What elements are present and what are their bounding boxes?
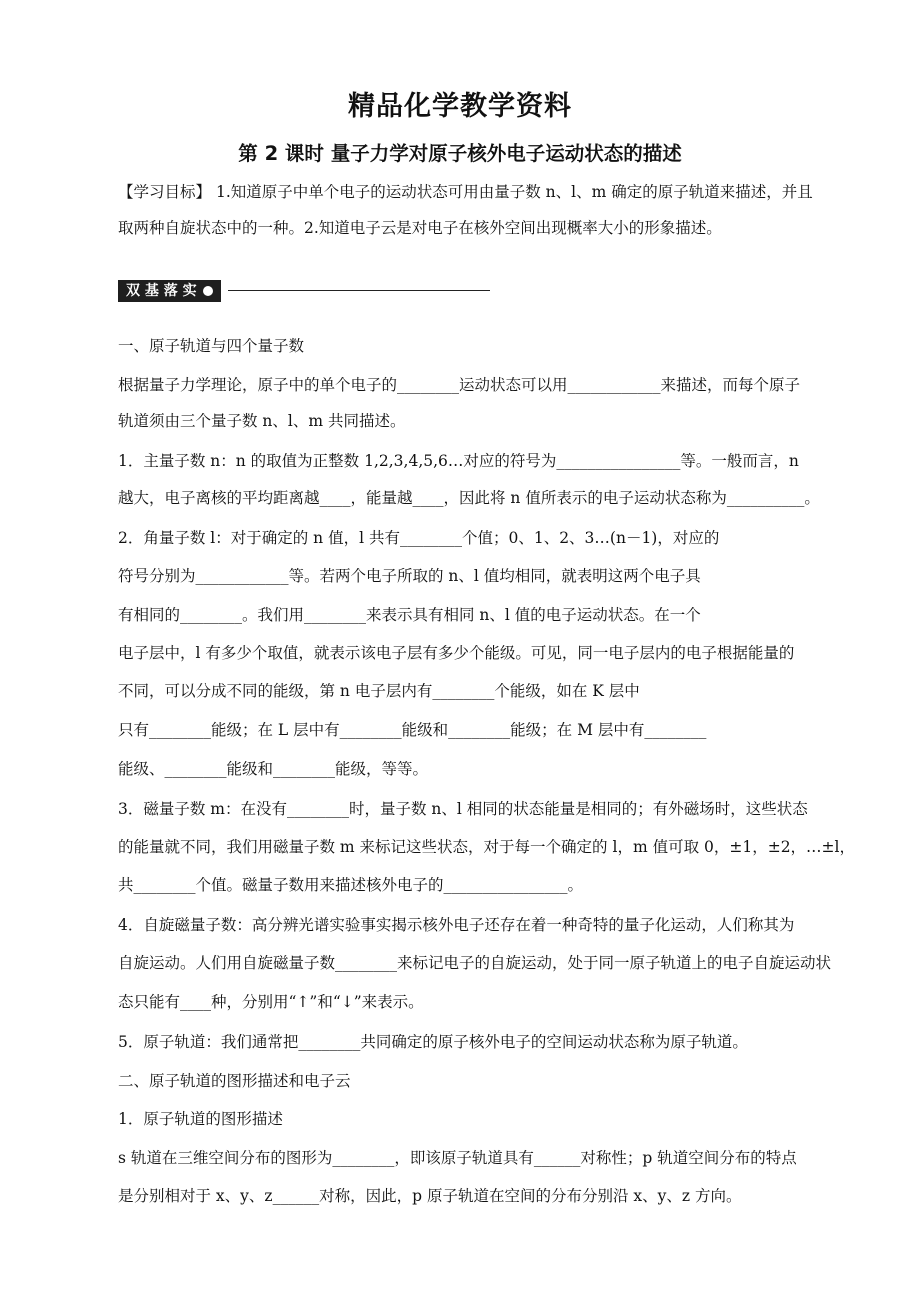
question-2-line: 不同，可以分成不同的能级，第 n 电子层内有________个能级，如在 K 层中 [118, 682, 640, 700]
question-4-line: 自旋运动。人们用自旋磁量子数________来标记电子的自旋运动，处于同一原子轨道上的电子自旋运动状 [118, 954, 832, 972]
paragraph-line: 轨道须由三个量子数 n、l、m 共同描述。 [118, 412, 406, 430]
subheading-orbital-graphics: 1．原子轨道的图形描述 [118, 1110, 283, 1128]
section-banner-label: 双 基 落 实 [126, 283, 197, 299]
question-2-line: 电子层中，l 有多少个取值，就表示该电子层有多少个能级。可见，同一电子层内的电子根据能量的 [118, 644, 795, 662]
heading-orbitals: 一、原子轨道与四个量子数 [118, 337, 305, 355]
paragraph-line: 根据量子力学理论，原子中的单个电子的________运动状态可以用____________来描述，而每个原子 [118, 376, 801, 394]
banner-divider [228, 290, 490, 291]
question-1-line: 1．主量子数 n：n 的取值为正整数 1,2,3,4,5,6…对应的符号为________________等。一般而言，n [118, 452, 799, 470]
objective-text-1: 1.知道原子中单个电子的运动状态可用由量子数 n、l、m 确定的原子轨道来描述，并且 [215, 183, 813, 201]
question-4-line: 态只能有____种，分别用“↑”和“↓”来表示。 [118, 993, 424, 1011]
question-4-line: 4．自旋磁量子数：高分辨光谱实验事实揭示核外电子还存在着一种奇特的量子化运动，人们称其为 [118, 916, 795, 934]
question-2-line: 符号分别为____________等。若两个电子所取的 n、l 值均相同，就表明这两个电子具 [118, 567, 701, 585]
question-2-line: 有相同的________。我们用________来表示具有相同 n、l 值的电子运动状态。在一个 [118, 606, 701, 624]
bullet-dot-icon [203, 286, 213, 296]
learning-objective-line-1 [118, 181, 818, 203]
objective-text-2: 取两种自旋状态中的一种。2.知道电子云是对电子在核外空间出现概率大小的形象描述。 [118, 219, 722, 237]
question-3-line: 的能量就不同，我们用磁量子数 m 来标记这些状态，对于每一个确定的 l，m 值可取 0，±1，±2，…±l， [118, 838, 855, 856]
lesson-subtitle: 第 2 课时 量子力学对原子核外电子运动状态的描述 [238, 142, 682, 165]
section-banner [118, 280, 221, 302]
question-3-line: 共________个值。磁量子数用来描述核外电子的________________。 [118, 876, 584, 894]
heading-orbital-shapes: 二、原子轨道的图形描述和电子云 [118, 1072, 351, 1090]
page-title: 精品化学教学资料 [348, 91, 572, 122]
paragraph-line: s 轨道在三维空间分布的图形为________，即该原子轨道具有______对称性；p 轨道空间分布的特点 [118, 1149, 797, 1167]
question-2-line: 2．角量子数 l：对于确定的 n 值，l 共有________个值；0、1、2、3…(n－1)，对应的 [118, 529, 720, 547]
paragraph-line: 是分别相对于 x、y、z______对称，因此，p 原子轨道在空间的分布分别沿 x、y、z 方向。 [118, 1187, 742, 1205]
question-2-line: 只有________能级；在 L 层中有________能级和________能级；在 M 层中有________ [118, 721, 707, 739]
question-3-line: 3．磁量子数 m：在没有________时，量子数 n、l 相同的状态能量是相同的；有外磁场时，这些状态 [118, 800, 808, 818]
question-1-line: 越大，电子离核的平均距离越____，能量越____，因此将 n 值所表示的电子运动状态称为__________。 [118, 489, 820, 507]
question-2-line: 能级、________能级和________能级，等等。 [118, 760, 429, 778]
question-5-line: 5．原子轨道：我们通常把________共同确定的原子核外电子的空间运动状态称为原子轨道。 [118, 1033, 748, 1051]
objective-label: 【学习目标】 [118, 183, 212, 201]
